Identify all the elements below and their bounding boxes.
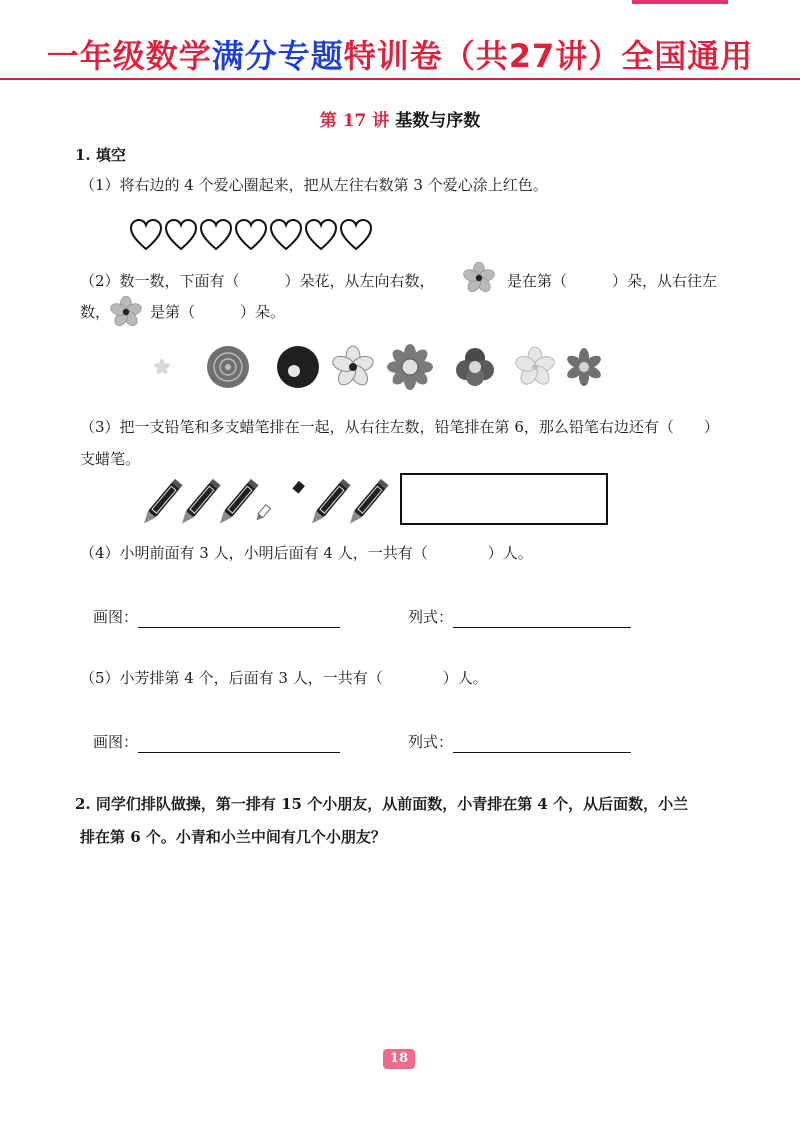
heart-icon[interactable]	[341, 220, 371, 249]
lesson-name: 基数与序数	[395, 111, 481, 131]
q1-part2-text-b: 是在第（ ）朵，从右往左	[507, 272, 718, 290]
crayon-icon	[346, 479, 388, 527]
page-number: 18	[383, 1049, 415, 1069]
q1-part2-text-a: （2）数一数，下面有（ ）朵花，从左向右数，	[80, 272, 435, 290]
draw-row-1	[93, 606, 340, 628]
flower-icon	[154, 359, 171, 375]
pencil-icon	[254, 505, 270, 523]
rose-flower-icon	[207, 346, 249, 388]
draw-label: 画图：	[93, 733, 139, 751]
banner-part-1: 一年级数学	[46, 37, 212, 75]
banner-title	[0, 34, 800, 78]
formula-label: 列式：	[408, 608, 454, 626]
q1-part2-text-c: 数，	[80, 303, 111, 321]
heart-icon[interactable]	[201, 220, 231, 249]
heart-icon[interactable]	[236, 220, 266, 249]
daisy-flower-icon	[387, 344, 433, 390]
crayon-icon	[140, 479, 182, 527]
star-flower-icon	[565, 348, 603, 386]
pansy-flower-icon	[456, 348, 494, 386]
black-flower-icon	[277, 346, 319, 388]
q1-part3-text-b: 支蜡笔。	[80, 450, 141, 468]
draw-label: 画图：	[93, 608, 139, 626]
formula-row-2	[408, 731, 631, 753]
light-flower-icon	[514, 347, 556, 387]
white-flower-icon	[331, 346, 375, 388]
draw-answer-line[interactable]	[138, 609, 340, 628]
lesson-number: 第 17 讲	[319, 111, 390, 131]
q1-title: 1. 填空	[75, 146, 126, 164]
q1-part4-text: （4）小明前面有 3 人，小明后面有 4 人，一共有（ ）人。	[80, 544, 533, 562]
q1-part2-text-d: 是第（ ）朵。	[150, 303, 286, 321]
answer-box[interactable]	[400, 473, 608, 525]
crayon-icon	[178, 479, 220, 527]
draw-answer-line[interactable]	[138, 734, 340, 753]
flower-icon	[463, 262, 495, 294]
heart-icon[interactable]	[166, 220, 196, 249]
hearts-row	[128, 216, 378, 256]
heart-icon[interactable]	[306, 220, 336, 249]
flower-row	[150, 342, 610, 392]
formula-row-1	[408, 606, 631, 628]
banner-rule	[0, 78, 800, 80]
crayon-icon	[308, 479, 350, 527]
flower-icon	[110, 296, 142, 328]
heart-icon[interactable]	[271, 220, 301, 249]
formula-answer-line[interactable]	[453, 734, 631, 753]
q1-part5-text: （5）小芳排第 4 个，后面有 3 人，一共有（ ）人。	[80, 669, 488, 687]
pencil-eraser-icon	[292, 481, 305, 494]
draw-row-2	[93, 731, 340, 753]
lesson-title	[0, 106, 800, 131]
top-tab	[632, 0, 728, 4]
banner-part-3: 特训卷（共27讲）全国通用	[343, 37, 754, 75]
q2-line-1: 2. 同学们排队做操，第一排有 15 个小朋友，从前面数，小青排在第 4 个，从后面数，小兰	[75, 795, 689, 813]
formula-label: 列式：	[408, 733, 454, 751]
crayon-row	[140, 472, 400, 532]
formula-answer-line[interactable]	[453, 609, 631, 628]
q1-part3-text-a: （3）把一支铅笔和多支蜡笔排在一起，从右往左数，铅笔排在第 6，那么铅笔右边还有（ ）	[80, 418, 719, 436]
q2-line-2: 排在第 6 个。小青和小兰中间有几个小朋友？	[80, 828, 386, 846]
q1-part1-text: （1）将右边的 4 个爱心圈起来，把从左往右数第 3 个爱心涂上红色。	[80, 176, 548, 194]
crayon-icon	[216, 479, 258, 527]
heart-icon[interactable]	[131, 220, 161, 249]
banner-part-2: 满分专题	[211, 37, 344, 75]
